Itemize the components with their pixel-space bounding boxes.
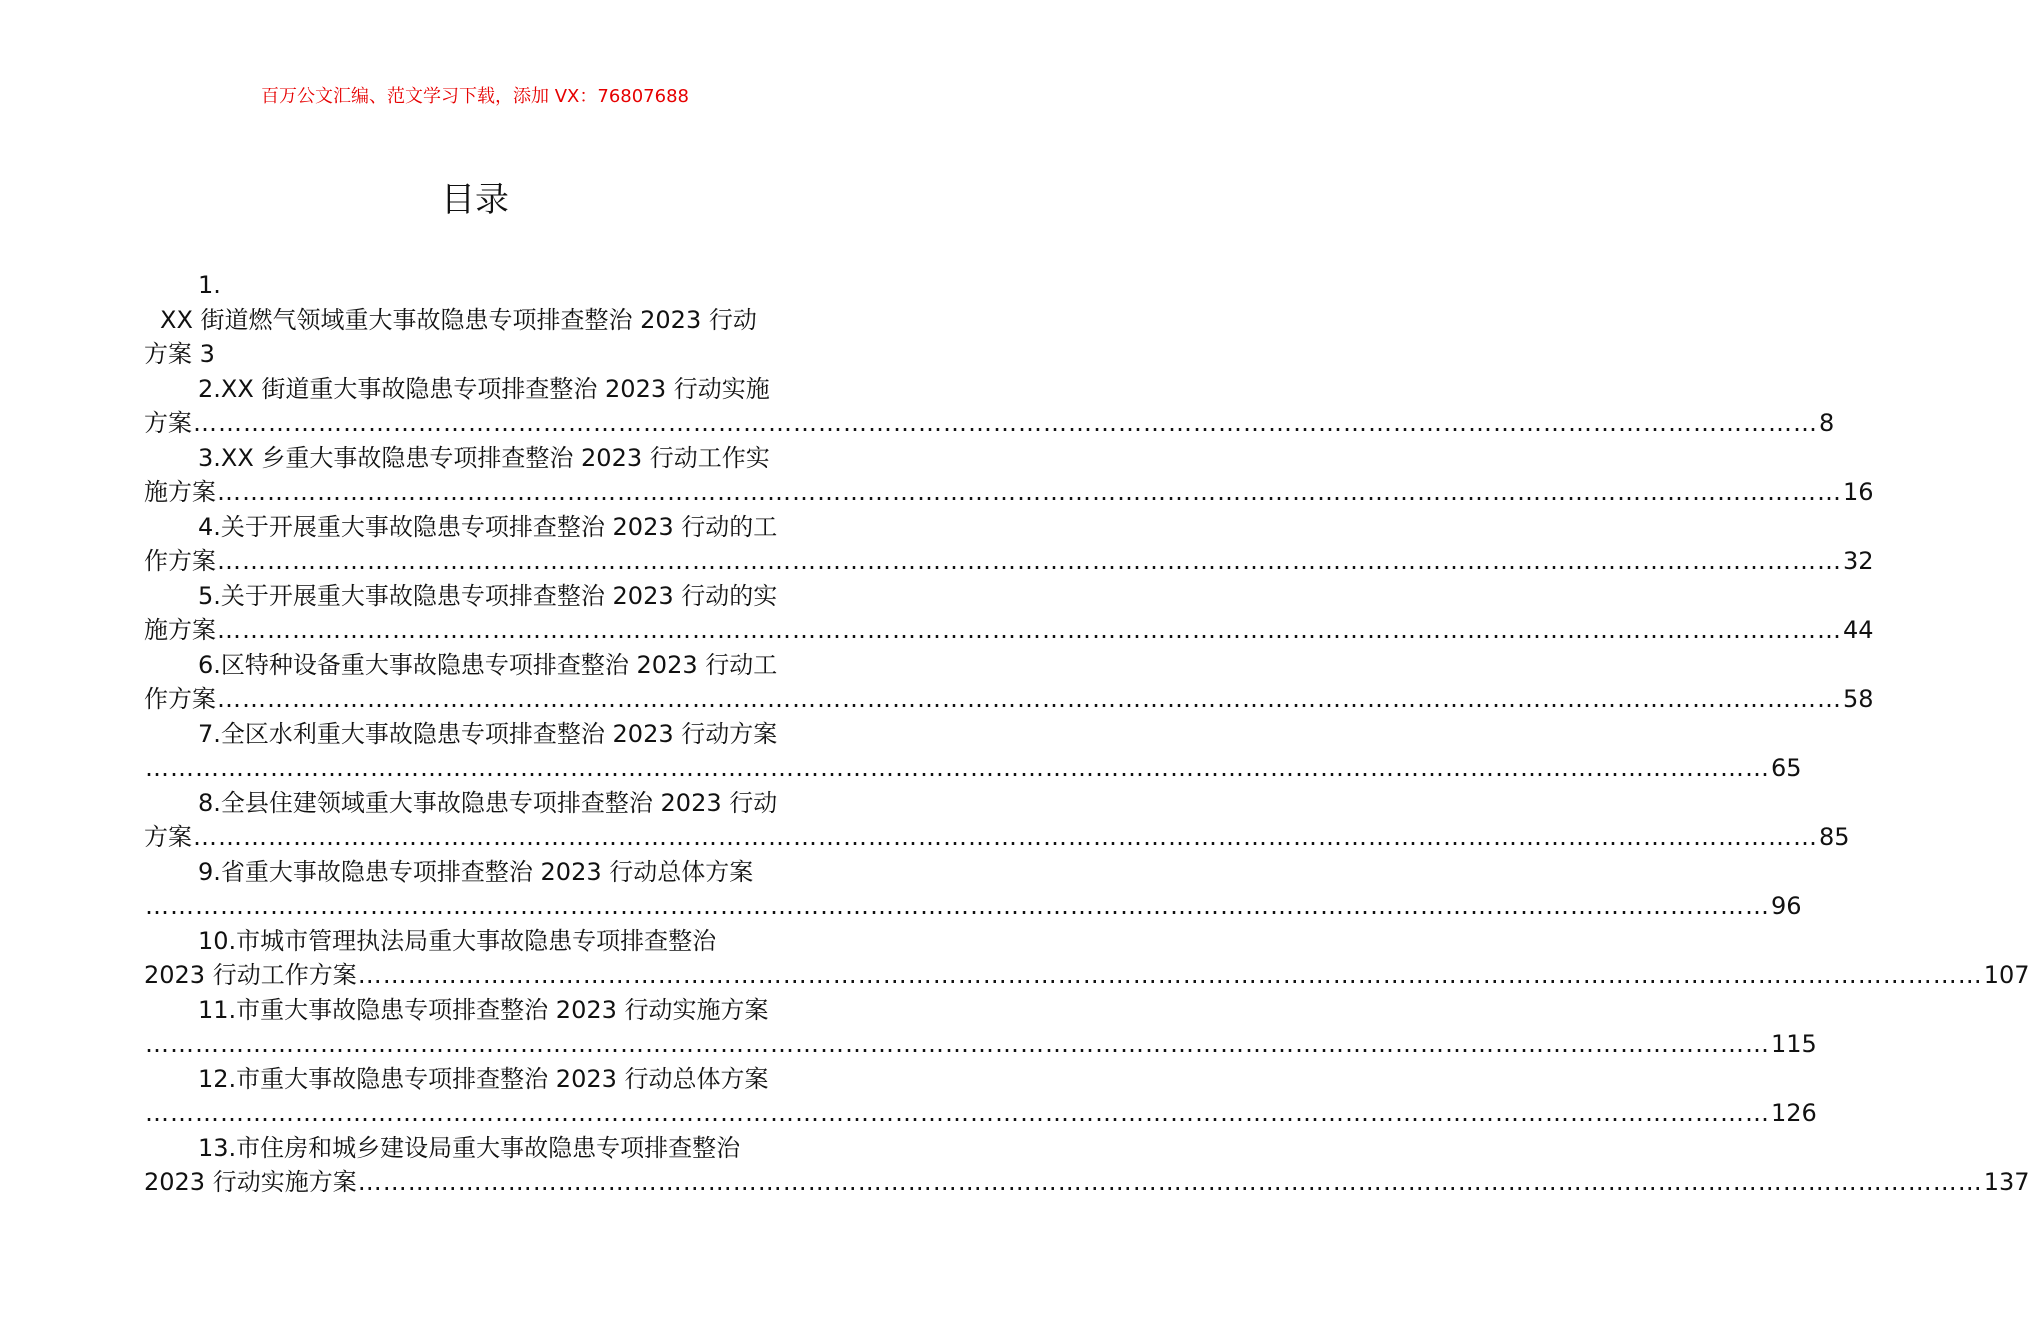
toc-entry-12-page-number: 126: [1771, 1099, 1817, 1127]
table-of-contents: [144, 268, 2030, 1200]
toc-entry-13-leader-row: [144, 1165, 2030, 1200]
toc-entry-11-page-number: 115: [1771, 1030, 1817, 1058]
toc-entry-6-title-tail: 作方案: [144, 685, 216, 713]
toc-entry-10-title: 10.市城市管理执法局重大事故隐患专项排查整治: [198, 926, 717, 955]
toc-entry-13-title: 13.市住房和城乡建设局重大事故隐患专项排查整治: [198, 1133, 741, 1162]
dot-leader: ……………………………………………………………………………………………………………………………………………………………………………: [145, 1030, 1770, 1058]
toc-entry-8-title-tail: 方案: [144, 823, 192, 851]
toc-entry-11-leader-row: [144, 1027, 1817, 1062]
toc-entry-7-leader-row: [144, 751, 1802, 786]
toc-entry-5-title-tail: 施方案: [144, 616, 216, 644]
dot-leader: ……………………………………………………………………………………………………………………………………………………………………………: [145, 1099, 1770, 1127]
dot-leader: ……………………………………………………………………………………………………………………………………………………………………………: [193, 823, 1818, 851]
toc-entry-6-leader-row: [144, 682, 1874, 717]
toc-entry-1-title-tail: 方案 3: [144, 340, 215, 368]
toc-entry-6[interactable]: [144, 648, 1874, 717]
toc-entry-7-title: 7.全区水利重大事故隐患专项排查整治 2023 行动方案: [198, 719, 778, 748]
toc-entry-5-page-number: 44: [1843, 616, 1874, 644]
toc-entry-3[interactable]: [144, 441, 1874, 510]
page-title: 目录: [441, 180, 509, 220]
toc-entry-8-title: 8.全县住建领域重大事故隐患专项排查整治 2023 行动: [198, 788, 778, 817]
toc-entry-13-title-tail: 2023 行动实施方案: [144, 1168, 357, 1196]
toc-entry-4-page-number: 32: [1843, 547, 1874, 575]
toc-entry-12[interactable]: [144, 1062, 1817, 1131]
toc-entry-7[interactable]: [144, 717, 1802, 786]
toc-entry-1[interactable]: [144, 268, 806, 372]
toc-entry-11[interactable]: [144, 993, 1817, 1062]
toc-entry-1-title: XX 街道燃气领域重大事故隐患专项排查整治 2023 行动: [160, 305, 757, 334]
toc-entry-6-title: 6.区特种设备重大事故隐患专项排查整治 2023 行动工: [198, 650, 778, 679]
dot-leader: ……………………………………………………………………………………………………………………………………………………………………………: [357, 961, 1983, 989]
toc-entry-5-leader-row: [144, 613, 1874, 648]
toc-entry-1-number: 1.: [198, 271, 221, 299]
toc-entry-5[interactable]: [144, 579, 1874, 648]
toc-entry-8[interactable]: [144, 786, 1850, 855]
toc-entry-10-page-number: 107: [1983, 961, 2030, 989]
dot-leader: ……………………………………………………………………………………………………………………………………………………………………………: [217, 547, 1842, 575]
toc-entry-10-leader-row: [144, 958, 2030, 993]
toc-entry-5-title: 5.关于开展重大事故隐患专项排查整治 2023 行动的实: [198, 581, 778, 610]
header-note: 百万公文汇编、范文学习下载，添加 VX：76807688: [261, 86, 689, 107]
toc-entry-3-title: 3.XX 乡重大事故隐患专项排查整治 2023 行动工作实: [198, 443, 770, 472]
dot-leader: ……………………………………………………………………………………………………………………………………………………………………………: [145, 754, 1770, 782]
toc-entry-9-leader-row: [144, 889, 1802, 924]
toc-entry-4-title: 4.关于开展重大事故隐患专项排查整治 2023 行动的工: [198, 512, 778, 541]
dot-leader: ……………………………………………………………………………………………………………………………………………………………………………: [217, 478, 1842, 506]
toc-entry-10-title-tail: 2023 行动工作方案: [144, 961, 357, 989]
toc-entry-3-page-number: 16: [1843, 478, 1874, 506]
toc-entry-7-page-number: 65: [1771, 754, 1802, 782]
toc-entry-2-page-number: 8: [1819, 409, 1835, 437]
toc-entry-2-leader-row: [144, 406, 1835, 441]
toc-entry-4-title-tail: 作方案: [144, 547, 216, 575]
dot-leader: ……………………………………………………………………………………………………………………………………………………………………………: [217, 685, 1842, 713]
toc-entry-12-title: 12.市重大事故隐患专项排查整治 2023 行动总体方案: [198, 1064, 769, 1093]
toc-entry-13-page-number: 137: [1983, 1168, 2030, 1196]
dot-leader: ……………………………………………………………………………………………………………………………………………………………………………: [217, 616, 1842, 644]
toc-entry-3-title-tail: 施方案: [144, 478, 216, 506]
toc-entry-3-leader-row: [144, 475, 1874, 510]
toc-entry-6-page-number: 58: [1843, 685, 1874, 713]
toc-entry-11-title: 11.市重大事故隐患专项排查整治 2023 行动实施方案: [198, 995, 769, 1024]
dot-leader: ……………………………………………………………………………………………………………………………………………………………………………: [193, 409, 1818, 437]
dot-leader: ……………………………………………………………………………………………………………………………………………………………………………: [357, 1168, 1983, 1196]
toc-entry-2-title-tail: 方案: [144, 409, 192, 437]
toc-entry-9-page-number: 96: [1771, 892, 1802, 920]
toc-entry-4-leader-row: [144, 544, 1874, 579]
toc-entry-9-title: 9.省重大事故隐患专项排查整治 2023 行动总体方案: [198, 857, 754, 886]
dot-leader: ……………………………………………………………………………………………………………………………………………………………………………: [145, 892, 1770, 920]
toc-entry-12-leader-row: [144, 1096, 1817, 1131]
toc-entry-13[interactable]: [144, 1131, 2030, 1200]
toc-entry-2[interactable]: [144, 372, 1835, 441]
toc-entry-9[interactable]: [144, 855, 1802, 924]
toc-entry-8-leader-row: [144, 820, 1850, 855]
toc-entry-8-page-number: 85: [1819, 823, 1850, 851]
toc-entry-4[interactable]: [144, 510, 1874, 579]
toc-entry-10[interactable]: [144, 924, 2030, 993]
toc-entry-2-title: 2.XX 街道重大事故隐患专项排查整治 2023 行动实施: [198, 374, 770, 403]
